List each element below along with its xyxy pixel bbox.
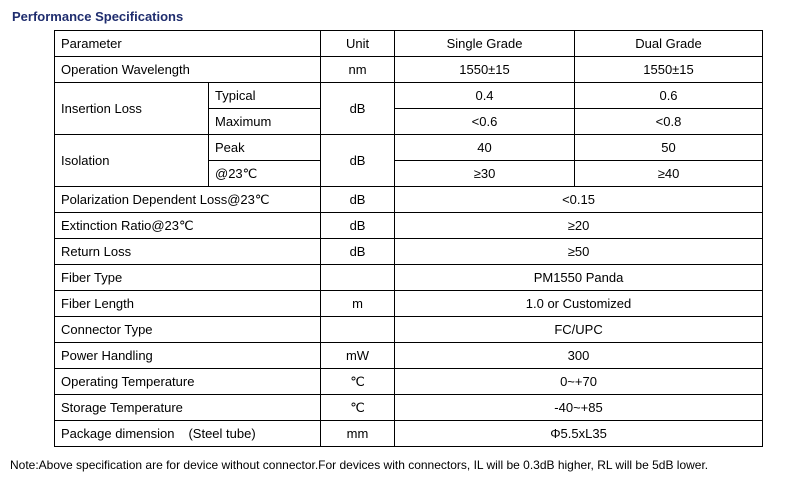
row-unit: nm xyxy=(321,57,395,83)
row-unit: m xyxy=(321,291,395,317)
row-unit: dB xyxy=(321,213,395,239)
performance-spec-table xyxy=(54,30,763,447)
row-label: Power Handling xyxy=(55,343,321,369)
package-label: Package dimension xyxy=(61,426,175,441)
row-unit: ℃ xyxy=(321,395,395,421)
row-label: Isolation xyxy=(55,135,209,187)
row-label: Extinction Ratio@23℃ xyxy=(55,213,321,239)
single-grade-value: <0.6 xyxy=(395,109,575,135)
row-unit: mW xyxy=(321,343,395,369)
row-label: Operation Wavelength xyxy=(55,57,321,83)
dual-grade-value: ≥40 xyxy=(575,161,763,187)
row-unit xyxy=(321,265,395,291)
table-row xyxy=(55,421,763,447)
sub-label: Typical xyxy=(209,83,321,109)
table-row xyxy=(55,83,763,109)
row-unit: dB xyxy=(321,239,395,265)
table-header-row xyxy=(55,31,763,57)
row-value: -40~+85 xyxy=(395,395,763,421)
row-value: Φ5.5xL35 xyxy=(395,421,763,447)
sub-label: @23℃ xyxy=(209,161,321,187)
table-row xyxy=(55,395,763,421)
row-value: ≥20 xyxy=(395,213,763,239)
table-row xyxy=(55,369,763,395)
row-value: 0~+70 xyxy=(395,369,763,395)
row-label: Fiber Type xyxy=(55,265,321,291)
row-value: FC/UPC xyxy=(395,317,763,343)
header-single-grade: Single Grade xyxy=(395,31,575,57)
row-label: Polarization Dependent Loss@23℃ xyxy=(55,187,321,213)
row-unit xyxy=(321,317,395,343)
single-grade-value: 40 xyxy=(395,135,575,161)
header-unit: Unit xyxy=(321,31,395,57)
table-row xyxy=(55,187,763,213)
single-grade-value: 1550±15 xyxy=(395,57,575,83)
header-dual-grade: Dual Grade xyxy=(575,31,763,57)
row-value: 300 xyxy=(395,343,763,369)
row-label xyxy=(55,421,321,447)
row-label: Fiber Length xyxy=(55,291,321,317)
table-row xyxy=(55,239,763,265)
package-label-extra: (Steel tube) xyxy=(188,426,256,441)
sub-label: Peak xyxy=(209,135,321,161)
dual-grade-value: <0.8 xyxy=(575,109,763,135)
row-unit: dB xyxy=(321,83,395,135)
table-row xyxy=(55,135,763,161)
row-label: Operating Temperature xyxy=(55,369,321,395)
row-value: <0.15 xyxy=(395,187,763,213)
row-unit: dB xyxy=(321,187,395,213)
table-row xyxy=(55,291,763,317)
row-label: Connector Type xyxy=(55,317,321,343)
footnote: Note:Above specification are for device without connector.For devices with connectors, IL will be 0.3dB higher, RL will be 5dB lower. xyxy=(10,458,709,472)
row-unit: ℃ xyxy=(321,369,395,395)
row-label: Return Loss xyxy=(55,239,321,265)
table-row xyxy=(55,317,763,343)
table-row xyxy=(55,57,763,83)
dual-grade-value: 0.6 xyxy=(575,83,763,109)
table-row xyxy=(55,265,763,291)
sub-label: Maximum xyxy=(209,109,321,135)
section-title: Performance Specifications xyxy=(12,9,184,24)
row-value: ≥50 xyxy=(395,239,763,265)
row-label: Storage Temperature xyxy=(55,395,321,421)
single-grade-value: 0.4 xyxy=(395,83,575,109)
header-parameter: Parameter xyxy=(55,31,321,57)
row-unit: mm xyxy=(321,421,395,447)
dual-grade-value: 50 xyxy=(575,135,763,161)
row-value: 1.0 or Customized xyxy=(395,291,763,317)
row-unit: dB xyxy=(321,135,395,187)
dual-grade-value: 1550±15 xyxy=(575,57,763,83)
row-label: Insertion Loss xyxy=(55,83,209,135)
row-value: PM1550 Panda xyxy=(395,265,763,291)
table-row xyxy=(55,343,763,369)
single-grade-value: ≥30 xyxy=(395,161,575,187)
table-row xyxy=(55,213,763,239)
